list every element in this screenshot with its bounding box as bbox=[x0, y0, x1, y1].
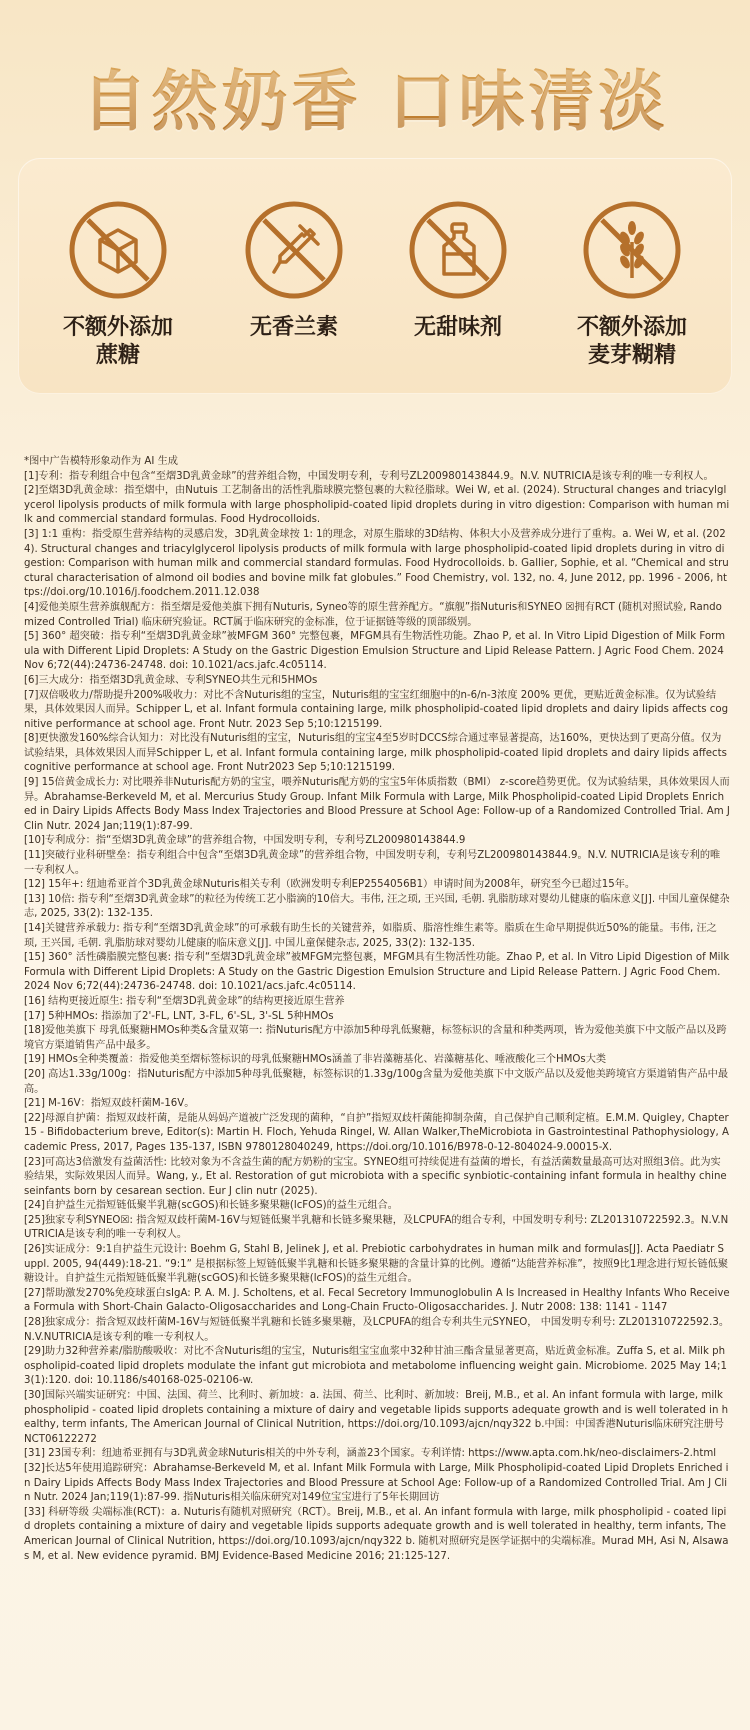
footnote: [3] 1:1 重构：指受原生营养结构的灵感启发，3D乳黄金球按 1: 1的理念，对原生脂球的3D结构、体积大小及营养成分进行了重构。a. Wei W, et al. (2024). Structural changes and triacylglycerol lipolysis products of milk formula with large phospholipid-coated lipid droplets during in vitro digestion: Comparison with human milk and commercial standard formulas. Food Hydrocolloids. b. Gallier, Sophie, et al. “Chemical and structural characterisation of almond oil bodies and bovine milk fat globules.” Food Chemistry, vol. 132, no. 4, June 2012, pp. 1996 - 2006, https://doi.org/10.1016/j.foodchem.2011.12.038 bbox=[24, 528, 729, 599]
no-sweetener-bottle-icon bbox=[406, 198, 510, 302]
footnote: *图中广告模特形象动作为 AI 生成 bbox=[24, 456, 178, 467]
footnote: [14]关键营养承载力: 指专利“至熠3D乳黄金球”的可承载有助生长的关键营养，如脂质、脂溶性维生素等。脂质在生命早期提供近50%的能量。韦伟, 汪之顼, 王兴国, 毛朝. 乳脂肪球对婴幼儿健康的临床意义[J]. 中国儿童保健杂志, 2025, 33(2): 132-135. bbox=[24, 923, 717, 949]
footnote: [23]可高达3倍激发有益菌活性: 比较对象为不含益生菌的配方奶粉的宝宝。SYNEO组可持续促进有益菌的增长，有益活菌数量最高可达对照组3倍。此为实验结果，实际效果因人而异。Wang, y., Et al. Restoration of gut microbiota with a specific synbiotic-containing infant formula in healthy chineseinfants born by cesarean section. Eur J clin nutr (2025). bbox=[24, 1156, 727, 1197]
footnote: [7]双倍吸收力/帮助提升200%吸收力：对比不含Nuturis组的宝宝，Nuturis组的宝宝红细胞中的n-6/n-3浓度 200% 更优，更贴近黄金标准。仅为试验结果，具体效果因人而异。Schipper L, et al. Infant formula containing large, milk phospholipid-coated lipid droplets and dairy lipids affects cognitive performance at school age. Front Nutr. 2023 Sep 5;10:1215199. bbox=[24, 689, 729, 730]
footnote: [31] 23国专利：纽迪希亚拥有与3D乳黄金球Nuturis相关的中外专利，涵盖23个国家。专利详情: https://www.apta.com.hk/neo-disclaimers-2.html bbox=[24, 1448, 717, 1460]
feature-no-added-maltodextrin bbox=[552, 198, 712, 370]
feature-label: 无香兰素 bbox=[249, 315, 338, 340]
footnote: [29]助力32种营养素/脂肪酸吸收：对比不含Nuturis组的宝宝，Nuturis组宝宝血浆中32种甘油三酯含量显著更高，贴近黄金标准。Zuffa S, et al. Milk phospholipid-coated lipid droplets modulate the infant gut microbiota and metabolome influencing weight gain. Microbiome. 2025 May 14;13(1):120. doi: 10.1186/s40168-025-02106-w. bbox=[24, 1346, 727, 1387]
feature-label: 无甜味剂 bbox=[413, 315, 502, 340]
footnote: [8]更快激发160%综合认知力：对比没有Nuturis组的宝宝，Nuturis组的宝宝4至5岁时DCCS综合通过率显著提高，达160%，更快达到了更高分值。仅为试验结果，具体效果因人而异Schipper L, et al. Infant formula containing large, milk phospholipid-coated lipid droplets and dairy lipids affects cognitive performance at school age. Front Nutr2023 Sep 5;10:1215199. bbox=[24, 733, 727, 774]
feature-label: 不额外添加 蔗糖 bbox=[62, 315, 173, 368]
footnote: [10]专利成分：指“至熠3D乳黄金球”的营养组合物，中国发明专利，专利号ZL200980143844.9 bbox=[24, 835, 466, 847]
footnote: [16] 结构更接近原生: 指专利“至熠3D乳黄金球”的结构更接近原生营养 bbox=[24, 995, 345, 1007]
footnote: [17] 5种HMOs: 指添加了2'-FL, LNT, 3-FL, 6'-SL, 3'-SL 5种HMOs bbox=[24, 1010, 334, 1022]
feature-label: 不额外添加 麦芽糊精 bbox=[576, 315, 687, 368]
feature-no-vanillin bbox=[214, 198, 374, 342]
feature-no-sweetener bbox=[378, 198, 538, 342]
feature-card bbox=[18, 158, 732, 394]
footnote: [30]国际兴端实证研究：中国、法国、荷兰、比利时、新加坡：a. 法国、荷兰、比利时、新加坡：Breij, M.B., et al. An infant formula with large, milk phospholipid - coated lipid droplets containing a mixture of dairy and vegetable lipids supports adequate growth and is well tolerated in healthy, term infants, The American Journal of Clinical Nutrition, https://doi.org/10.1093/ajcn/nqy322 b.中国：中国香港Nuturis临床研究注册号NCT06122272 bbox=[24, 1390, 729, 1445]
footnote: [25]独家专利SYNEO☒: 指含短双歧杆菌M-16V与短链低聚半乳糖和长链多聚果糖，及LCPUFA的组合专利，中国发明专利号: ZL201310722592.3。N.V.NUTRICIA是该专利的唯一专利权人。 bbox=[24, 1214, 729, 1241]
footnote: [28]独家成分：指含短双歧杆菌M-16V与短链低聚半乳糖和长链多聚果糖，及LCPUFA的组合专利共生元SYNEO， 中国发明专利号: ZL201310722592.3。N.V.NUTRICIA是该专利的唯一专利权人。 bbox=[24, 1317, 730, 1343]
footnote: [24]自护益生元指短链低聚半乳糖(scGOS)和长链多聚果糖(lcFOS)的益生元组合。 bbox=[24, 1200, 398, 1212]
footnote: [11]突破行业科研壁垒：指专利组合中包含“至熠3D乳黄金球”的营养组合物，中国发明专利，专利号ZL200980143844.9。N.V. NUTRICIA是该专利的唯一专利权人。 bbox=[24, 850, 721, 876]
footnote: [32]长达5年使用追踪研究：Abrahamse-Berkeveld M, et al. Infant Milk Formula with Large, Milk Phospholipid-coated Lipid Droplets Enriched in Dairy Lipids Affects Body Mass Index Trajectories and Blood Pressure at School Age: Follow-up of a Randomized Controlled Trial. Am J Clin Nutr. 2024 Jan;119(1):87-99. 指Nuturis相关临床研究对149位宝宝进行了5年长期回访 bbox=[24, 1462, 729, 1504]
footnote: [1]专利：指专利组合中包含“至熠3D乳黄金球”的营养组合物，中国发明专利，专利号ZL200980143844.9。N.V. NUTRICIA是该专利的唯一专利权人。 bbox=[24, 470, 714, 482]
footnote: [13] 10倍: 指专利“至熠3D乳黄金球”的粒径为传统工艺小脂滴的10倍大。韦伟, 汪之顼, 王兴国, 毛朝. 乳脂肪球对婴幼儿健康的临床意义[J]. 中国儿童保健杂志, 2025, 33(2): 132-135. bbox=[24, 893, 730, 920]
footnote: [4]爱他美原生营养旗舰配方：指至熠是爱他美旗下拥有Nuturis, Syneo等的原生营养配方。“旗舰”指Nuturis和SYNEO ☒拥有RCT (随机对照试验, Randomized Controlled Trial) 临床研究验证。RCT属于临床研究的金标准，位于证据链等级的顶部级别。 bbox=[24, 601, 722, 628]
footnote: [6]三大成分：指至熠3D乳黄金球、专利SYNEO共生元和5HMOs bbox=[24, 674, 318, 686]
footnote: [12] 15年+: 纽迪希亚首个3D乳黄金球Nuturis相关专利（欧洲发明专利EP2554056B1）申请时间为2008年，研究至今已超过15年。 bbox=[24, 879, 636, 891]
headline: 自然奶香 口味清淡 bbox=[0, 48, 750, 143]
footnote: [9] 15倍黄金成长力: 对比喂养非Nuturis配方奶的宝宝，喂养Nuturis配方奶的宝宝5年体质指数（BMI） z-score趋势更优。仅为试验结果，具体效果因人而异。Abrahamse-Berkeveld M, et al. Mercurius Study Group. Infant Milk Formula with Large, Milk Phospholipid-coated Lipid Droplets Enriched in Dairy Lipids Affects Body Mass Index Trajectories and Blood Pressure at School Age: Follow-up of a Randomized Controlled Trial. Am J Clin Nutr. 2024 Jan;119(1):87-99. bbox=[24, 777, 730, 832]
no-sugar-cube-icon bbox=[66, 198, 170, 302]
footnotes bbox=[24, 455, 730, 1564]
footnote: [19] HMOs全种类覆盖：指爱他美至熠标签标识的母乳低聚糖HMOs涵盖了非岩藻糖基化、岩藻糖基化、唾液酸化三个HMOs大类 bbox=[24, 1054, 607, 1066]
footnote: [21] M-16V：指短双歧杆菌M-16V。 bbox=[24, 1098, 195, 1110]
footnote: [33] 科研等级 尖端标准(RCT)：a. Nuturis有随机对照研究（RCT）。Breij, M.B., et al. An infant formula with large, milk phospholipid - coated lipid droplets containing a mixture of dairy and vegetable lipids supports adequate growth and is well tolerated in healthy, term infants, The American Journal of Clinical Nutrition, https://doi.org/10.1093/ajcn/nqy322 b. 随机对照研究是医学证据中的尖端标准。Murad MH, Asi N, Alsawas M, et al. New evidence pyramid. BMJ Evidence-Based Medicine 2016; 21:125-127. bbox=[24, 1506, 729, 1562]
no-vanilla-dropper-icon bbox=[242, 198, 346, 302]
footnote: [22]母源自护菌：指短双歧杆菌，是能从妈妈产道被广泛发现的菌种，“自护”指短双歧杆菌能抑制杂菌，自己保护自己顺利定植。E.M.M. Quigley, Chapter 15 - Bifidobacterium breve, Editor(s): Martin H. Floch, Yehuda Ringel, W. Allan Walker,TheMicrobiota in Gastrointestinal Pathophysiology, Academic Press, 2017, Pages 135-137, ISBN 9780128040249, https://doi.org/10.1016/B978-0-12-804024-9.00015-X. bbox=[24, 1112, 729, 1153]
footnote: [15] 360° 活性磷脂膜完整包裹: 指专利“至熠3D乳黄金球”被MFGM完整包裹，MFGM具有生物活性功能。Zhao P, et al. In Vitro Lipid Digestion of Milk Formula with Different Lipid Droplets: A Study on the Gastric Digestion Emulsion Structure and Lipid Release Pattern. J Agric Food Chem. 2024 Nov 6;72(44):24736-24748. doi: 10.1021/acs.jafc.4c05114. bbox=[24, 952, 730, 993]
no-malt-wheat-icon bbox=[580, 198, 684, 302]
footnote: [2]至熠3D乳黄金球：指至熠中，由Nutuis 工艺制备出的活性乳脂球膜完整包裹的大粒径脂球。Wei W, et al. (2024). Structural changes and triacylglycerol lipolysis products of milk formula with large phospholipid-coated lipid droplets during in vitro digestion: Comparison with human milk and commercial standard formulas. Food Hydrocolloids. bbox=[24, 485, 730, 526]
footnote: [18]爱他美旗下 母乳低聚糖HMOs种类&含量双第一: 指Nuturis配方中添加5种母乳低聚糖，标签标识的含量和种类两项，皆为爱他美旗下中文版产品以及跨境官方渠道销售产品中最多。 bbox=[24, 1025, 727, 1051]
feature-no-added-sucrose bbox=[38, 198, 198, 370]
footnote: [5] 360° 超突破：指专利“至熠3D乳黄金球”被MFGM 360° 完整包裹，MFGM具有生物活性功能。Zhao P, et al. In Vitro Lipid Digestion of Milk Formula with Different Lipid Droplets: A Study on the Gastric Digestion Emulsion Structure and Lipid Release Pattern. J Agric Food Chem. 2024 Nov 6;72(44):24736-24748. doi: 10.1021/acs.jafc.4c05114. bbox=[24, 631, 726, 672]
footnote: [20] 高达1.33g/100g：指Nuturis配方中添加5种母乳低聚糖，标签标识的1.33g/100g含量为爱他美旗下中文版产品以及爱他美跨境官方渠道销售产品中最高。 bbox=[24, 1068, 729, 1095]
footnote: [27]帮助激发270%免疫球蛋白sIgA: P. A. M. J. Scholtens, et al. Fecal Secretory Immunoglobulin A Is Increased in Healthy Infants Who Receive a Formula with Short-Chain Galacto-Oligosaccharides and Long-Chain Fructo-Oligosaccharides. J. Nutr 2008: 138: 1141 - 1147 bbox=[24, 1287, 730, 1314]
footnote: [26]实证成分：9:1自护益生元设计: Boehm G, Stahl B, Jelinek J, et al. Prebiotic carbohydrates in human milk and formulas[J]. Acta Paediatr Suppl. 2005, 94(449):18-21. “9:1” 是根据标签上短链低聚半乳糖和长链多聚果糖的含量计算的比例。遵循“达能营养标准”，按照9比1理念进行短长链低聚糖设计。自护益生元指短链低聚半乳糖(scGOS)和长链多聚果糖(lcFOS)的益生元组合。 bbox=[24, 1244, 729, 1285]
